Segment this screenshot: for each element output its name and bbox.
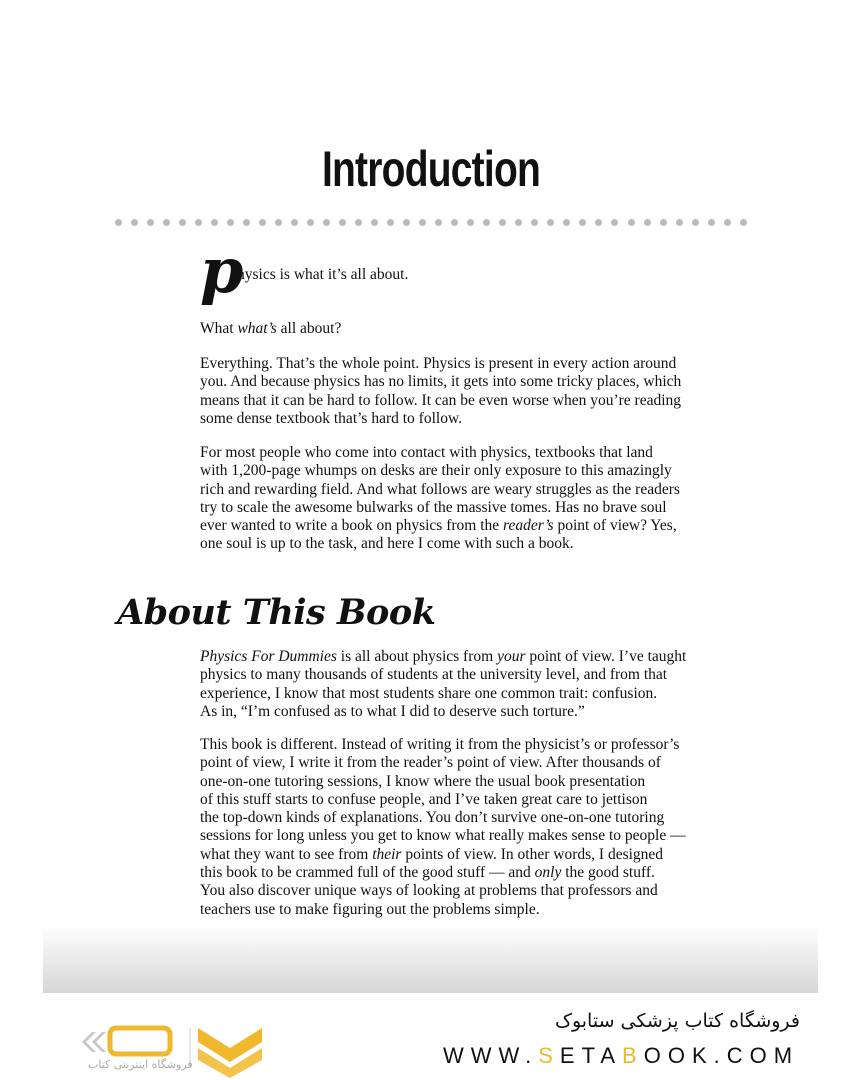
divider-dot: [611, 219, 618, 226]
text-segment: rich and rewarding field. And what follows are weary struggles as the readers: [200, 480, 680, 498]
paragraph: [200, 648, 760, 721]
drop-cap: p: [200, 234, 244, 307]
divider-dot: [499, 219, 506, 226]
text-line: [200, 444, 760, 462]
text-line: [200, 791, 760, 809]
text-line: [200, 882, 760, 900]
text-line: [200, 499, 760, 517]
text-segment: their: [372, 845, 402, 863]
text-segment: sessions for long unless you get to know what really makes sense to people —: [200, 827, 686, 845]
text-segment: with 1,200-page whumps on desks are their only exposure to this amazingly: [200, 462, 672, 480]
text-segment: Everything. That’s the whole point. Physics is present in every action around: [200, 355, 677, 372]
text-segment: point of view. I’ve taught: [525, 648, 687, 665]
text-line: [200, 355, 760, 373]
text-segment: ever wanted to write a book on physics from the: [200, 517, 504, 535]
text-segment: point of view? Yes,: [553, 517, 677, 535]
opening-line: hysics is what it’s all about.: [237, 266, 409, 283]
text-segment: point of view, I write it from the reader’s point of view. After thousands of: [200, 754, 661, 772]
divider-dot: [243, 219, 250, 226]
text-line: [200, 685, 760, 703]
paragraph: [200, 320, 760, 338]
text-segment: means that it can be hard to follow. It can be even worse when you’re reading: [200, 391, 682, 409]
divider-dot: [323, 219, 330, 226]
text-segment: Physics For Dummies: [200, 648, 337, 665]
divider-dot: [403, 219, 410, 226]
section-heading: About This Book: [117, 592, 436, 633]
divider-dot: [676, 219, 683, 226]
text-segment: What: [200, 320, 238, 337]
divider-dot: [708, 219, 715, 226]
text-segment: all about?: [276, 320, 342, 337]
text-segment: your: [497, 648, 526, 665]
divider-dot: [435, 219, 442, 226]
divider-dot: [724, 219, 731, 226]
text-line: [200, 517, 760, 535]
text-line: [200, 373, 760, 391]
divider-dot: [515, 219, 522, 226]
text-line: [200, 827, 760, 845]
text-segment: only: [534, 864, 562, 882]
divider-dot: [371, 219, 378, 226]
divider-dot: [595, 219, 602, 226]
divider-dot: [531, 219, 538, 226]
text-line: [200, 754, 760, 772]
text-segment: You also discover unique ways of looking at problems that professors and: [200, 882, 658, 900]
text-segment: As in, “I’m confused as to what I did to deserve such torture.”: [200, 702, 585, 720]
text-segment: one-on-one tutoring sessions, I know where the usual book presentation: [200, 772, 646, 790]
divider-dot: [195, 219, 202, 226]
divider-dot: [467, 219, 474, 226]
divider-dot: [307, 219, 314, 226]
paragraph: [200, 444, 760, 554]
text-segment: you. And because physics has no limits, it gets into some tricky places, which: [200, 373, 682, 391]
divider-dot: [628, 219, 635, 226]
text-line: [200, 648, 760, 666]
text-segment: teachers use to make figuring out the problems simple.: [200, 900, 540, 918]
text-segment: what they want to see from: [200, 845, 373, 863]
divider-dot: [339, 219, 346, 226]
divider-dot: [147, 219, 154, 226]
text-segment: try to scale the awesome bulwarks of the massive tomes. Has no brave soul: [200, 498, 667, 516]
divider-dot: [419, 219, 426, 226]
text-line: [200, 846, 760, 864]
divider-dot: [483, 219, 490, 226]
chapter-title: Introduction: [321, 141, 541, 197]
text-segment: For most people who come into contact with physics, textbooks that land: [200, 444, 653, 461]
text-line: [200, 773, 760, 791]
text-line: [200, 666, 760, 684]
divider-dot: [563, 219, 570, 226]
paragraph: [200, 736, 760, 919]
store-name: فروشگاه کتاب پزشکی ستابوک: [554, 1010, 800, 1032]
text-segment: the good stuff.: [561, 864, 655, 882]
text-line: [200, 901, 760, 919]
divider-dot: [259, 219, 266, 226]
text-line: [200, 320, 760, 338]
text-line: [200, 481, 760, 499]
website-url[interactable]: WWW.SETABOOK.COM: [443, 1043, 800, 1068]
text-line: [200, 410, 760, 428]
text-segment: one soul is up to the task, and here I come with such a book.: [200, 535, 574, 553]
page-shadow: [43, 925, 818, 993]
divider-dot: [387, 219, 394, 226]
divider-dot: [692, 219, 699, 226]
divider-dot: [644, 219, 651, 226]
text-line: [200, 736, 760, 754]
text-line: [200, 864, 760, 882]
text-segment: experience, I know that most students share one common trait: confusion.: [200, 684, 658, 702]
divider-dot: [291, 219, 298, 226]
divider-dot: [660, 219, 667, 226]
text-line: [200, 809, 760, 827]
divider-dot: [547, 219, 554, 226]
text-segment: some dense textbook that’s hard to follow.: [200, 409, 463, 427]
divider-dot: [179, 219, 186, 226]
divider-dot: [579, 219, 586, 226]
text-segment: is all about physics from: [336, 648, 498, 665]
text-line: [200, 535, 760, 553]
text-segment: what’s: [237, 320, 277, 337]
divider-dot: [115, 219, 122, 226]
text-line: [200, 703, 760, 721]
divider-dot: [275, 219, 282, 226]
divider-dot: [227, 219, 234, 226]
divider-dot: [163, 219, 170, 226]
divider-dot: [211, 219, 218, 226]
text-line: [200, 392, 760, 410]
divider-dot: [451, 219, 458, 226]
divider-dot: [355, 219, 362, 226]
text-segment: this book to be crammed full of the good stuff — and: [200, 864, 535, 882]
text-line: [200, 462, 760, 480]
text-segment: This book is different. Instead of writing it from the physicist’s or professor’s: [200, 736, 680, 753]
text-segment: physics to many thousands of students at the university level, and from that: [200, 666, 668, 684]
divider-dot: [131, 219, 138, 226]
text-segment: points of view. In other words, I designed: [401, 845, 664, 863]
text-segment: the top-down kinds of explanations. You don’t survive one-on-one tutoring: [200, 809, 665, 827]
dotted-divider: [115, 219, 747, 227]
text-segment: reader’s: [503, 517, 554, 535]
logo-tagline: فروشگاه اینترنتی کتاب: [88, 1058, 193, 1071]
divider-dot: [740, 219, 747, 226]
text-segment: of this stuff starts to confuse people, and I’ve taken great care to jettison: [200, 790, 648, 808]
paragraph: [200, 355, 760, 428]
